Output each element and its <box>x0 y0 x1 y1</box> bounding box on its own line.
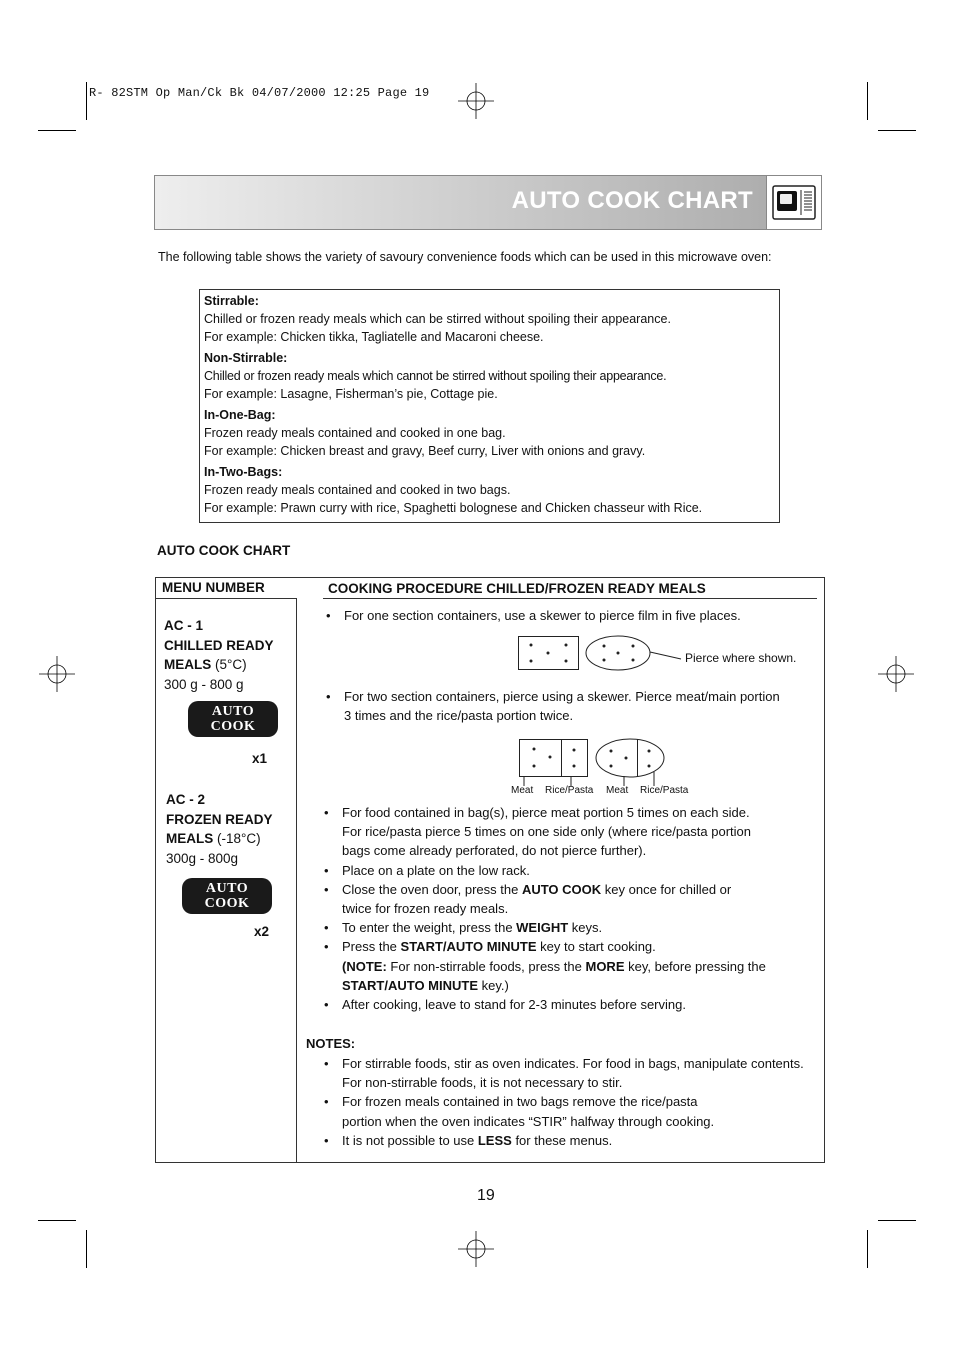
note-text: for these menus. <box>511 1132 613 1148</box>
note-text: It is not possible to use <box>342 1132 478 1148</box>
procedure-text: For food contained in bag(s), pierce meat portion 5 times on each side. <box>342 805 750 820</box>
diagram-label-meat: Meat <box>606 785 629 796</box>
section-title: AUTO COOK CHART <box>157 543 291 558</box>
menu-temperature: (-18°C) <box>213 831 261 846</box>
note-label: (NOTE: <box>342 958 387 974</box>
diagram-label-rice-pasta: Rice/Pasta <box>545 785 594 796</box>
definition-stirrable <box>204 292 775 346</box>
notes-list <box>324 1054 804 1150</box>
button-label: AUTO <box>211 704 255 719</box>
menu-ac-1 <box>164 616 274 694</box>
definition-heading: Stirrable: <box>204 294 259 308</box>
intro-text: The following table shows the variety of savoury convenience foods which can be used in this microwave oven: <box>158 250 772 264</box>
procedure-text: Press the <box>342 939 401 955</box>
procedure-text: key, before pressing the <box>624 958 766 974</box>
page-title: AUTO COOK CHART <box>511 187 753 214</box>
crop-mark <box>867 82 868 120</box>
crop-mark <box>38 1220 76 1221</box>
auto-cook-table <box>155 577 825 1163</box>
key-name: LESS <box>477 1132 512 1148</box>
procedure-text: • After cooking, leave to stand for 2-3 minutes before serving. <box>324 995 766 1014</box>
button-label: AUTO <box>205 881 249 896</box>
crop-mark <box>878 130 916 131</box>
menu-weight: 300 g - 800 g <box>164 676 244 692</box>
definition-line: Frozen ready meals contained and cooked in one bag. <box>204 426 506 440</box>
procedure-text: For two section containers, pierce using a skewer. Pierce meat/main portion <box>344 689 780 704</box>
diagram-label-meat: Meat <box>511 785 534 796</box>
definition-heading: In-Two-Bags: <box>204 465 283 479</box>
procedure-text: key once for chilled or <box>601 881 732 897</box>
menu-ac-2 <box>166 790 273 868</box>
notes-label: NOTES: <box>306 1036 356 1051</box>
crop-mark <box>867 1230 868 1268</box>
procedure-text: twice for frozen ready meals. <box>342 901 509 917</box>
crop-mark <box>86 1230 87 1268</box>
registration-mark-icon <box>878 656 914 692</box>
registration-mark-icon <box>39 656 75 692</box>
press-count: x2 <box>254 924 270 939</box>
procedure-bullet <box>326 606 741 625</box>
header-divider <box>156 598 296 599</box>
procedure-text: keys. <box>568 920 603 936</box>
crop-mark <box>878 1220 916 1221</box>
column-divider <box>296 598 297 1162</box>
definition-non-stirrable <box>204 349 775 403</box>
definition-example: For example: Chicken breast and gravy, Beef curry, Liver with onions and gravy. <box>204 444 646 458</box>
key-name: START/AUTO MINUTE <box>400 939 537 955</box>
key-name: MORE <box>585 958 625 974</box>
column-header-procedure: COOKING PROCEDURE CHILLED/FROZEN READY MEALS <box>328 581 706 596</box>
procedure-text: Close the oven door, press the <box>342 881 522 897</box>
definition-line: Chilled or frozen ready meals which cannot be stirred without spoiling their appearance. <box>204 369 667 383</box>
definition-in-two-bags <box>204 463 775 517</box>
note-text: For stirrable foods, stir as oven indicates. For food in bags, manipulate contents. <box>342 1056 804 1071</box>
note-text: For non-stirrable foods, it is not necessary to stir. <box>342 1075 623 1091</box>
menu-temperature: (5°C) <box>211 657 247 672</box>
procedure-text: For rice/pasta pierce 5 times on one side only (where rice/pasta portion <box>342 824 751 840</box>
registration-mark-icon <box>458 83 494 119</box>
header-divider <box>323 598 817 599</box>
procedure-text: key to start cooking. <box>536 939 656 955</box>
definition-heading: Non-Stirrable: <box>204 351 288 365</box>
diagram-label-rice-pasta: Rice/Pasta <box>640 785 689 796</box>
procedure-text: key.) <box>478 977 509 993</box>
crop-mark <box>38 130 76 131</box>
column-header-menu-number: MENU NUMBER <box>162 580 265 595</box>
key-name: START/AUTO MINUTE <box>342 977 479 993</box>
press-count: x1 <box>252 751 268 766</box>
menu-name: CHILLED READY <box>164 637 274 653</box>
button-label: COOK <box>204 896 250 911</box>
procedure-text: • For one section containers, use a skewer to pierce film in five places. <box>326 606 741 625</box>
definition-example: For example: Lasagne, Fisherman’s pie, Cottage pie. <box>204 387 498 401</box>
definition-line: Chilled or frozen ready meals which can be stirred without spoiling their appearance. <box>204 312 671 326</box>
two-section-pierce-diagram <box>516 736 676 786</box>
key-name: WEIGHT <box>516 920 569 936</box>
menu-code: AC - 2 <box>166 792 206 807</box>
definition-in-one-bag <box>204 406 775 460</box>
notes-heading <box>306 1034 355 1053</box>
button-label: COOK <box>210 719 256 734</box>
procedure-text: To enter the weight, press the <box>342 920 517 936</box>
definition-example: For example: Prawn curry with rice, Spaghetti bolognese and Chicken chasseur with Rice. <box>204 501 703 515</box>
procedure-text: bags come already perforated, do not pierce further). <box>342 843 647 859</box>
procedure-steps <box>324 803 766 1014</box>
microwave-oven-icon <box>766 176 821 229</box>
definition-example: For example: Chicken tikka, Tagliatelle and Macaroni cheese. <box>204 330 544 344</box>
page-number: 19 <box>477 1187 495 1204</box>
note-text: portion when the oven indicates “STIR” halfway through cooking. <box>342 1113 715 1129</box>
auto-cook-button <box>188 701 278 737</box>
note-text: For frozen meals contained in two bags remove the rice/pasta <box>342 1094 698 1110</box>
crop-mark <box>86 82 87 120</box>
menu-code: AC - 1 <box>164 618 204 633</box>
definitions-box <box>199 289 780 523</box>
page-header-banner <box>154 175 822 230</box>
definition-heading: In-One-Bag: <box>204 408 276 422</box>
menu-weight: 300g - 800g <box>166 850 239 866</box>
key-name: AUTO COOK <box>521 881 602 897</box>
pierce-label: Pierce where shown. <box>685 651 797 665</box>
procedure-text: 3 times and the rice/pasta portion twice. <box>344 708 574 724</box>
auto-cook-button <box>182 878 272 914</box>
registration-mark-icon <box>458 1231 494 1267</box>
procedure-text: • Place on a plate on the low rack. <box>324 861 766 880</box>
menu-name: MEALS <box>164 657 212 672</box>
procedure-bullet <box>326 687 780 725</box>
menu-name: FROZEN READY <box>166 811 273 827</box>
procedure-text: For non-stirrable foods, press the <box>386 958 586 974</box>
menu-name: MEALS <box>166 831 214 846</box>
definition-line: Frozen ready meals contained and cooked in two bags. <box>204 483 511 497</box>
print-slug: R- 82STM Op Man/Ck Bk 04/07/2000 12:25 Page 19 <box>89 86 430 100</box>
